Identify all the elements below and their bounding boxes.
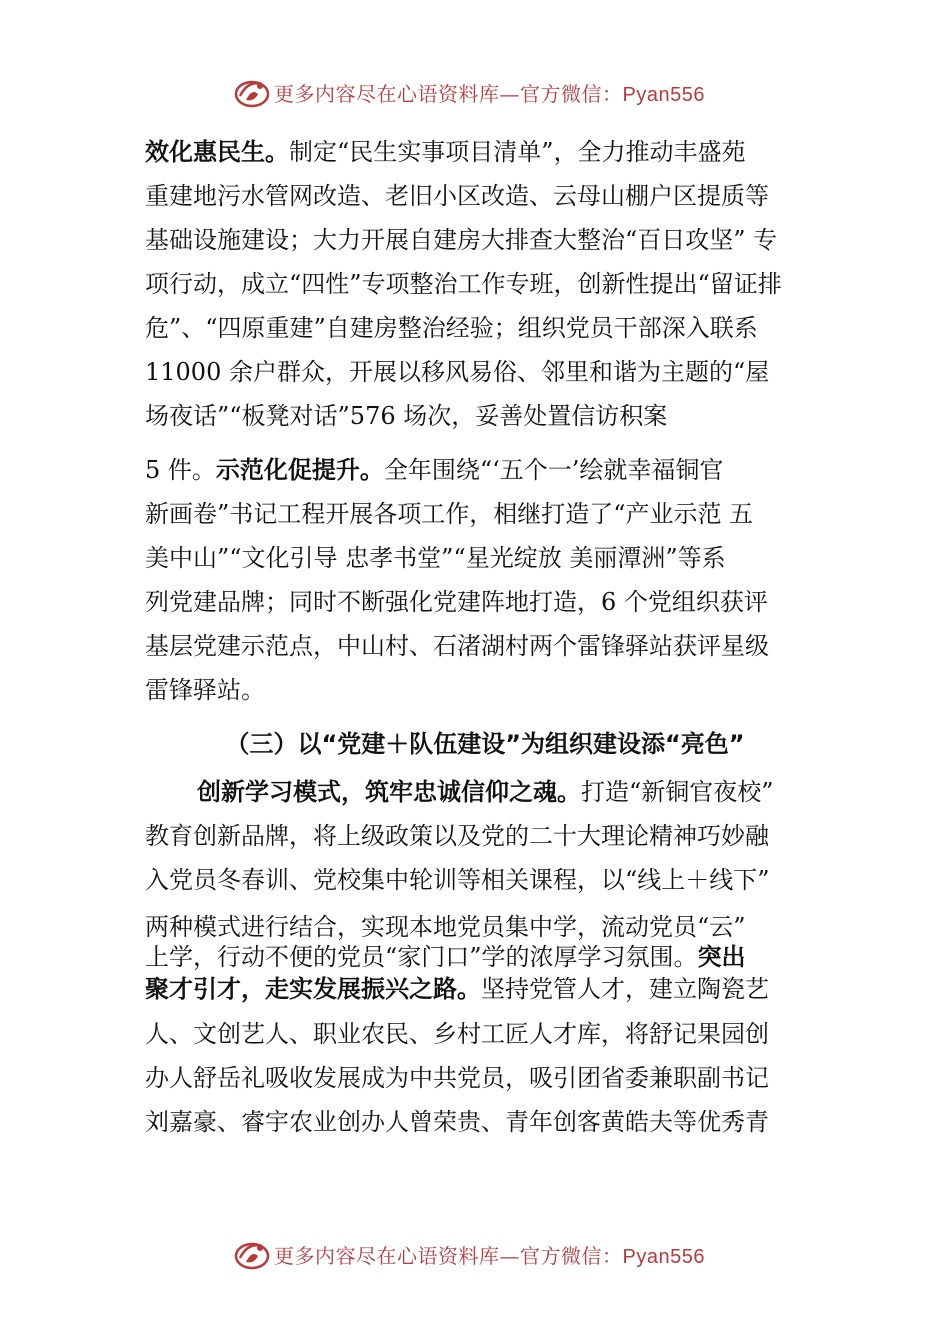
paragraph-1-lead: 效化惠民生。 — [145, 138, 289, 166]
paragraph-2-line-4: 列党建品牌；同时不断强化党建阵地打造，6 个党组织获评 — [145, 588, 768, 616]
document-body — [145, 130, 825, 1144]
paragraph-1-line-4: 项行动，成立“四性”专项整治工作专班，创新性提出“留证排 — [145, 270, 782, 298]
paragraph-3-line-4: 两种模式进行结合，实现本地党员集中学，流动党员“云” — [145, 913, 746, 941]
paragraph-3-line-3: 入党员冬春训、党校集中轮训等相关课程，以“线上＋线下” — [145, 866, 770, 894]
paragraph-3-lead: 创新学习模式，筑牢忠诚信仰之魂。 — [197, 778, 581, 806]
paragraph-2-line-3: 美中山”“文化引导 忠孝书堂”“星光绽放 美丽潭洲”等系 — [145, 544, 726, 572]
footer-banner — [232, 1236, 792, 1272]
header-banner — [232, 74, 792, 110]
paragraph-2-line-6: 雷锋驿站。 — [145, 676, 265, 704]
paragraph-2-line-1: 5 件。示范化促提升。全年围绕“‘五个一’绘就幸福铜官 — [145, 456, 724, 484]
footer-banner-text: 更多内容尽在心语资料库—官方微信：Pyan556 — [274, 1243, 705, 1268]
paragraph-2-line-2: 新画卷”书记工程开展各项工作，相继打造了“产业示范 五 — [145, 500, 754, 528]
brand-logo-icon — [232, 74, 272, 110]
header-wechat-id: Pyan556 — [622, 83, 705, 106]
paragraph-3-line-9: 刘嘉豪、睿宇农业创办人曾荣贵、青年创客黄皓夫等优秀青 — [145, 1108, 769, 1136]
paragraph-1-line-5: 危”、“四原重建”自建房整治经验；组织党员干部深入联系 — [145, 314, 758, 342]
paragraph-3-line-1: 创新学习模式，筑牢忠诚信仰之魂。打造“新铜官夜校” — [197, 778, 774, 806]
paragraph-3-line-6: 聚才引才，走实发展振兴之路。坚持党管人才，建立陶瓷艺 — [145, 975, 769, 1003]
paragraph-2-line-5: 基层党建示范点，中山村、石渚湖村两个雷锋驿站获评星级 — [145, 632, 769, 660]
paragraph-3-line-7: 人、文创艺人、职业农民、乡村工匠人才库，将舒记果园创 — [145, 1020, 769, 1048]
paragraph-2-lead: 示范化促提升。 — [215, 456, 384, 484]
brand-logo-icon — [232, 1236, 272, 1272]
section-heading: （三）以“党建＋队伍建设”为组织建设添“亮色” — [225, 730, 745, 758]
paragraph-3-line-2: 教育创新品牌，将上级政策以及党的二十大理论精神巧妙融 — [145, 822, 769, 850]
paragraph-4-lead-start: 突出 — [697, 943, 746, 971]
footer-wechat-id: Pyan556 — [622, 1245, 705, 1268]
paragraph-1-line-1: 效化惠民生。制定“民生实事项目清单”，全力推动丰盛苑 — [145, 138, 746, 166]
paragraph-1-line-6: 11000 余户群众，开展以移风易俗、邻里和谐为主题的“屋 — [145, 358, 770, 386]
paragraph-1-line-7: 场夜话”“板凳对话”576 场次，妥善处置信访积案 — [145, 402, 668, 430]
paragraph-1-line-3: 基础设施建设；大力开展自建房大排查大整治“百日攻坚” 专 — [145, 226, 778, 254]
paragraph-3-line-5: 上学，行动不便的党员“家门口”学的浓厚学习氛围。突出 — [145, 943, 746, 971]
paragraph-4-lead: 聚才引才，走实发展振兴之路。 — [145, 975, 481, 1003]
header-banner-text: 更多内容尽在心语资料库—官方微信：Pyan556 — [274, 81, 705, 106]
paragraph-1-line-2: 重建地污水管网改造、老旧小区改造、云母山棚户区提质等 — [145, 182, 769, 210]
paragraph-3-line-8: 办人舒岳礼吸收发展成为中共党员，吸引团省委兼职副书记 — [145, 1064, 769, 1092]
